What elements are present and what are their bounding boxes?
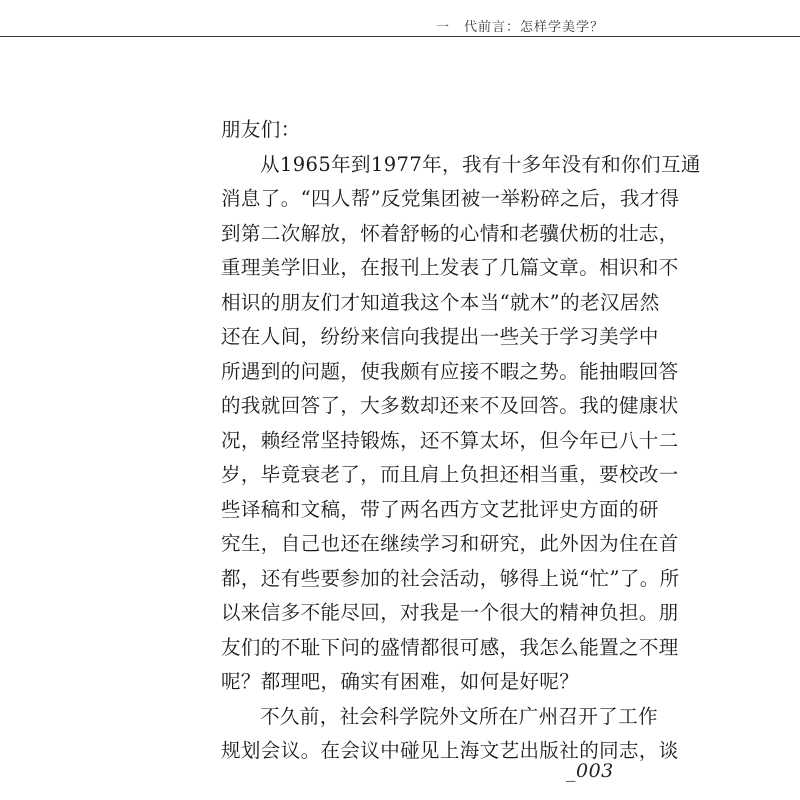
text-line: 不久前，社会科学院外文所在广州召开了工作: [260, 704, 659, 728]
text-line: 到第二次解放，怀着舒畅的心情和老骥伏枥的壮志，: [221, 221, 679, 245]
body-text: [221, 113, 701, 769]
text-line: 规划会议。在会议中碰见上海文艺出版社的同志，谈: [221, 739, 679, 762]
text-line: 相识的朋友们才知道我这个本当“就木”的老汉居然: [221, 290, 660, 314]
salutation-line: 朋友们：: [221, 118, 301, 141]
text-line: 从1965年到1977年，我有十多年没有和你们互通: [260, 152, 701, 176]
text-line: 重理美学旧业，在报刊上发表了几篇文章。相识和不: [221, 256, 679, 279]
text-line: 友们的不耻下问的盛情都很可感，我怎么能置之不理: [221, 635, 679, 659]
text-line: 究生，自己也还在继续学习和研究，此外因为住在首: [221, 532, 679, 555]
text-line: 况，赖经常坚持锻炼，还不算太坏，但今年已八十二: [221, 428, 679, 452]
text-line: 些译稿和文稿，带了两名西方文艺批评史方面的研: [221, 497, 659, 521]
text-line: 都，还有些要参加的社会活动，够得上说“忙”了。所: [221, 566, 680, 590]
text-line: 岁，毕竟衰老了，而且肩上负担还相当重，要校改一: [221, 463, 679, 486]
text-line: 呢？都理吧，确实有困难，如何是好呢？: [221, 670, 580, 693]
text-line: 所遇到的问题，使我颇有应接不暇之势。能抽暇回答: [221, 359, 679, 383]
running-head: 一 代前言：怎样学美学？: [435, 20, 604, 35]
text-line: 消息了。“四人帮”反党集团被一举粉碎之后，我才得: [221, 187, 680, 210]
page-number: _003: [566, 760, 614, 782]
text-line: 的我就回答了，大多数却还来不及回答。我的健康状: [221, 394, 679, 417]
text-line: 以来信多不能尽回，对我是一个很大的精神负担。朋: [221, 601, 679, 624]
header-rule: [0, 36, 800, 37]
text-line: 还在人间，纷纷来信向我提出一些关于学习美学中: [221, 325, 659, 348]
